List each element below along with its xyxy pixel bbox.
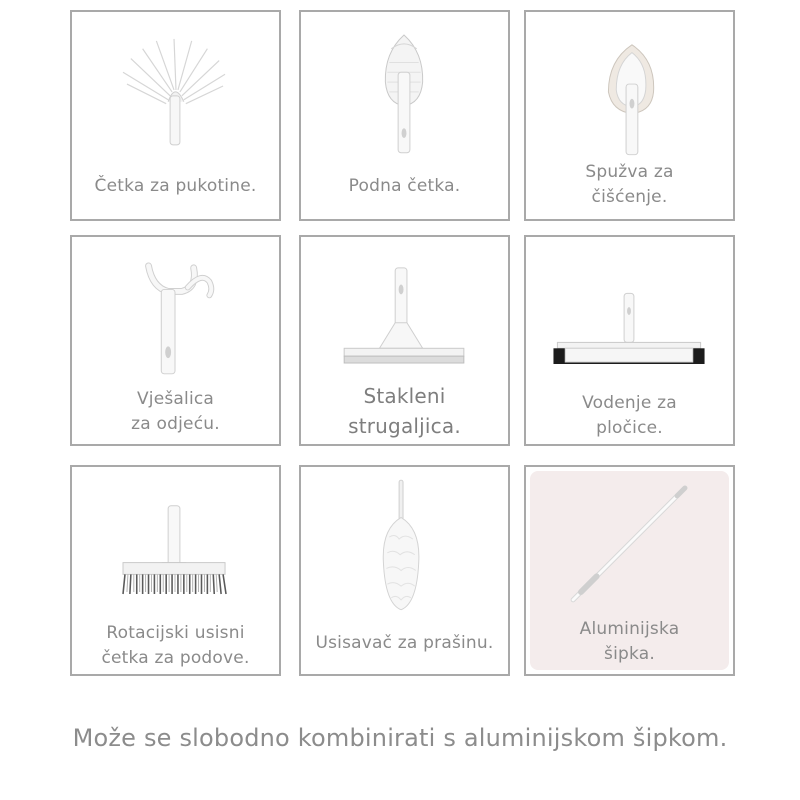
item-label: Usisavač za prašinu.: [315, 633, 494, 653]
item-aluminium-pole: [524, 465, 735, 676]
item-label: Vješalica za odjeću.: [131, 389, 220, 434]
item-label: Podna četka.: [348, 176, 461, 196]
cleaning-sponge-image: [526, 12, 733, 162]
item-label: Spužva za čišćenje.: [585, 162, 674, 207]
glass-scraper-image: [301, 237, 508, 387]
tile-squeegee-image: [526, 237, 733, 387]
aluminium-pole-image: [526, 467, 733, 617]
item-clothes-hanger: [70, 235, 281, 446]
item-rotating-floor-brush: [70, 465, 281, 676]
item-label: Aluminijska šipka.: [579, 619, 680, 664]
clothes-hanger-image: [72, 237, 279, 387]
footer-note: Može se slobodno kombinirati s aluminijskom šipkom.: [72, 724, 728, 752]
item-floor-brush: [299, 10, 510, 221]
item-label: Vodenje za pločice.: [582, 393, 677, 438]
item-label: Rotacijski usisni četka za podove.: [101, 623, 250, 668]
item-tile-squeegee: [524, 235, 735, 446]
item-glass-scraper: [299, 235, 510, 446]
item-duster: [299, 465, 510, 676]
item-label: Četka za pukotine.: [94, 176, 257, 196]
item-label: Stakleni strugaljica.: [348, 384, 461, 438]
crevice-brush-image: [72, 12, 279, 162]
item-crevice-brush: [70, 10, 281, 221]
floor-brush-image: [301, 12, 508, 162]
rotating-floor-brush-image: [72, 467, 279, 617]
item-cleaning-sponge: [524, 10, 735, 221]
duster-image: [301, 467, 508, 617]
